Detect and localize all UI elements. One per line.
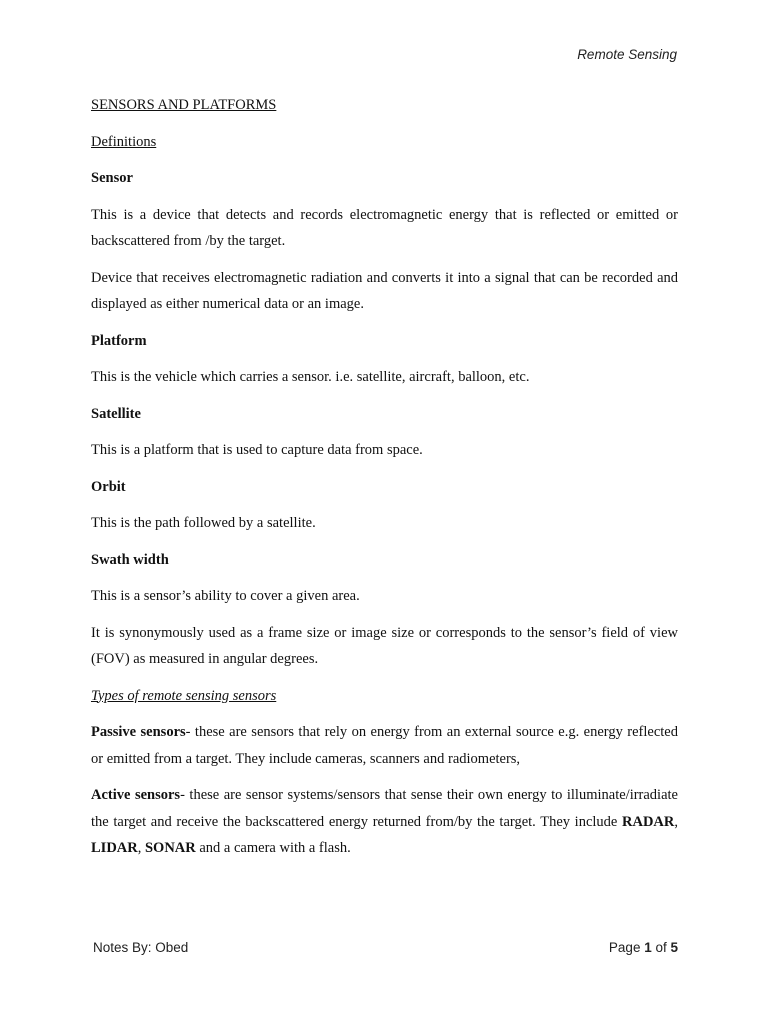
footer-notes: Notes By: Obed <box>93 940 189 955</box>
page-current: 1 <box>644 940 652 955</box>
satellite-heading: Satellite <box>91 405 141 422</box>
sensor-heading: Sensor <box>91 170 133 186</box>
orbit-heading: Orbit <box>91 478 126 495</box>
swath-width-heading: Swath width <box>91 551 169 568</box>
satellite-paragraph: This is a platform that is used to capture data from space. <box>91 442 423 458</box>
lidar-term: LIDAR <box>91 840 138 856</box>
swath-paragraph-2: It is synonymously used as a frame size or image size or corresponds to the sensor’s field of view (FOV) as measured in angular degrees. <box>91 624 678 667</box>
comma-separator: , <box>137 840 145 856</box>
types-heading: Types of remote sensing sensors <box>91 687 277 704</box>
platform-heading: Platform <box>91 332 147 349</box>
passive-sensors-paragraph <box>91 719 678 772</box>
sonar-term: SONAR <box>144 840 196 856</box>
page-header: Remote Sensing <box>577 47 677 62</box>
active-sensors-term: Active sensors <box>91 787 181 803</box>
definitions-heading: Definitions <box>91 133 157 150</box>
passive-sensors-text: - these are sensors that rely on energy from an external source e.g. energy reflected or emitted from a target. They include cameras, scanners and radiometers, <box>91 724 678 767</box>
active-sensors-text-end: and a camera with a flash. <box>195 840 351 856</box>
orbit-paragraph: This is the path followed by a satellite. <box>91 515 316 531</box>
page-word: Page <box>608 940 645 955</box>
document-body <box>91 92 678 872</box>
radar-term: RADAR <box>622 813 675 830</box>
document-title: SENSORS AND PLATFORMS <box>91 97 277 113</box>
page-total: 5 <box>670 940 678 955</box>
page-number <box>609 940 678 955</box>
passive-sensors-term: Passive sensors <box>91 724 186 740</box>
active-sensors-text: - these are sensor systems/sensors that sense their own energy to illuminate/irradiate the target and receive the backscattered energy returned from/by the target. They include <box>91 787 678 830</box>
active-sensors-paragraph <box>91 782 678 862</box>
sensor-paragraph-1: This is a device that detects and records electromagnetic energy that is reflected or emitted or backscattered from /by the target. <box>91 206 678 249</box>
of-word: of <box>651 940 671 955</box>
sensor-paragraph-2: Device that receives electromagnetic radiation and converts it into a signal that can be recorded and displayed as either numerical data or an image. <box>91 269 678 312</box>
comma-separator: , <box>674 813 678 830</box>
swath-paragraph-1: This is a sensor’s ability to cover a given area. <box>91 588 360 604</box>
platform-paragraph: This is the vehicle which carries a sensor. i.e. satellite, aircraft, balloon, etc. <box>91 369 530 385</box>
